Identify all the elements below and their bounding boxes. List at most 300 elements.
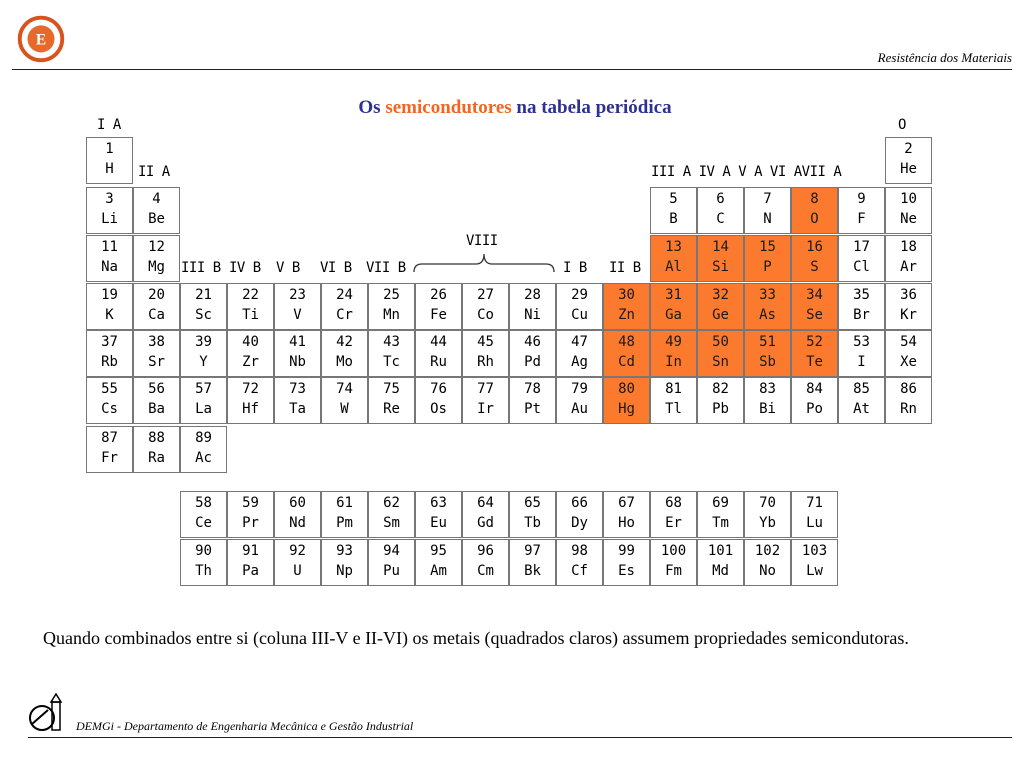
atomic-number: 28	[524, 287, 541, 303]
atomic-number: 100	[660, 543, 687, 559]
element-symbol: Eu	[430, 515, 447, 531]
element-symbol: Lw	[806, 563, 823, 579]
element-symbol: Es	[618, 563, 635, 579]
atomic-number: 94	[383, 543, 400, 559]
element-symbol: Pt	[524, 401, 541, 417]
atomic-number: 83	[759, 381, 776, 397]
element-cell-cl	[838, 235, 885, 282]
element-cell-hg	[603, 377, 650, 424]
element-symbol: Bi	[759, 401, 776, 417]
atomic-number: 98	[571, 543, 588, 559]
element-cell-ni	[509, 283, 556, 330]
atomic-number: 68	[665, 495, 682, 511]
element-symbol: Pr	[242, 515, 259, 531]
atomic-number: 67	[618, 495, 635, 511]
element-cell-b	[650, 187, 697, 234]
element-symbol: Re	[383, 401, 400, 417]
atomic-number: 32	[712, 287, 729, 303]
element-cell-s	[791, 235, 838, 282]
element-cell-be	[133, 187, 180, 234]
element-symbol: P	[763, 259, 772, 275]
atomic-number: 6	[716, 191, 725, 207]
element-symbol: Ra	[148, 450, 165, 466]
element-cell-na	[86, 235, 133, 282]
atomic-number: 92	[289, 543, 306, 559]
atomic-number: 5	[669, 191, 678, 207]
element-symbol: Ta	[289, 401, 306, 417]
element-cell-ne	[885, 187, 932, 234]
atomic-number: 39	[195, 334, 212, 350]
element-cell-tb	[509, 491, 556, 538]
atomic-number: 20	[148, 287, 165, 303]
atomic-number: 77	[477, 381, 494, 397]
element-symbol: Rn	[900, 401, 917, 417]
atomic-number: 72	[242, 381, 259, 397]
atomic-number: 84	[806, 381, 823, 397]
element-symbol: Yb	[759, 515, 776, 531]
element-symbol: Ag	[571, 354, 588, 370]
atomic-number: 33	[759, 287, 776, 303]
atomic-number: 16	[806, 239, 823, 255]
atomic-number: 36	[900, 287, 917, 303]
atomic-number: 66	[571, 495, 588, 511]
element-symbol: Cr	[336, 307, 353, 323]
atomic-number: 15	[759, 239, 776, 255]
element-cell-th	[180, 539, 227, 586]
group-label-VIII: VIII	[466, 233, 498, 249]
atomic-number: 93	[336, 543, 353, 559]
element-symbol: Y	[199, 354, 208, 370]
element-symbol: I	[857, 354, 866, 370]
atomic-number: 37	[101, 334, 118, 350]
element-cell-er	[650, 491, 697, 538]
element-cell-co	[462, 283, 509, 330]
element-symbol: Sn	[712, 354, 729, 370]
element-cell-lw	[791, 539, 838, 586]
atomic-number: 73	[289, 381, 306, 397]
atomic-number: 45	[477, 334, 494, 350]
element-cell-ba	[133, 377, 180, 424]
group-label-IIIB: III B	[181, 260, 221, 276]
element-symbol: Mn	[383, 307, 400, 323]
atomic-number: 9	[857, 191, 866, 207]
element-cell-nd	[274, 491, 321, 538]
element-symbol: Ne	[900, 211, 917, 227]
element-cell-pr	[227, 491, 274, 538]
element-cell-ho	[603, 491, 650, 538]
demgi-logo	[26, 692, 66, 734]
element-symbol: As	[759, 307, 776, 323]
element-symbol: Br	[853, 307, 870, 323]
element-cell-mo	[321, 330, 368, 377]
element-symbol: Kr	[900, 307, 917, 323]
atomic-number: 17	[853, 239, 870, 255]
group-label-IIB: II B	[609, 260, 641, 276]
element-symbol: K	[105, 307, 114, 323]
element-cell-sr	[133, 330, 180, 377]
element-symbol: Ga	[665, 307, 682, 323]
atomic-number: 44	[430, 334, 447, 350]
atomic-number: 19	[101, 287, 118, 303]
element-cell-yb	[744, 491, 791, 538]
element-cell-tm	[697, 491, 744, 538]
element-symbol: Sr	[148, 354, 165, 370]
element-cell-ag	[556, 330, 603, 377]
element-cell-li	[86, 187, 133, 234]
element-symbol: Tc	[383, 354, 400, 370]
element-cell-mg	[133, 235, 180, 282]
element-cell-cu	[556, 283, 603, 330]
element-symbol: Am	[430, 563, 447, 579]
element-cell-gd	[462, 491, 509, 538]
element-cell-cf	[556, 539, 603, 586]
element-symbol: Hg	[618, 401, 635, 417]
element-symbol: Sb	[759, 354, 776, 370]
atomic-number: 24	[336, 287, 353, 303]
atomic-number: 71	[806, 495, 823, 511]
element-symbol: Cf	[571, 563, 588, 579]
element-symbol: Ce	[195, 515, 212, 531]
atomic-number: 48	[618, 334, 635, 350]
atomic-number: 42	[336, 334, 353, 350]
element-symbol: Mo	[336, 354, 353, 370]
element-symbol: Pu	[383, 563, 400, 579]
element-symbol: Ac	[195, 450, 212, 466]
element-cell-te	[791, 330, 838, 377]
element-cell-he	[885, 137, 932, 184]
atomic-number: 46	[524, 334, 541, 350]
atomic-number: 55	[101, 381, 118, 397]
element-symbol: Pb	[712, 401, 729, 417]
element-symbol: Er	[665, 515, 682, 531]
element-cell-es	[603, 539, 650, 586]
title-highlight: semicondutores	[385, 97, 512, 118]
element-symbol: Pm	[336, 515, 353, 531]
atomic-number: 13	[665, 239, 682, 255]
estv-logo	[12, 8, 70, 66]
element-symbol: N	[763, 211, 772, 227]
element-cell-os	[415, 377, 462, 424]
atomic-number: 1	[105, 141, 114, 157]
element-symbol: Dy	[571, 515, 588, 531]
atomic-number: 85	[853, 381, 870, 397]
element-cell-lu	[791, 491, 838, 538]
element-symbol: Rh	[477, 354, 494, 370]
atomic-number: 56	[148, 381, 165, 397]
element-cell-zn	[603, 283, 650, 330]
element-symbol: No	[759, 563, 776, 579]
group-label-IB: I B	[563, 260, 587, 276]
atomic-number: 57	[195, 381, 212, 397]
element-symbol: He	[900, 161, 917, 177]
element-cell-bi	[744, 377, 791, 424]
atomic-number: 95	[430, 543, 447, 559]
element-cell-cr	[321, 283, 368, 330]
atomic-number: 14	[712, 239, 729, 255]
atomic-number: 49	[665, 334, 682, 350]
element-symbol: C	[716, 211, 725, 227]
element-symbol: Ru	[430, 354, 447, 370]
element-symbol: Tb	[524, 515, 541, 531]
atomic-number: 11	[101, 239, 118, 255]
atomic-number: 18	[900, 239, 917, 255]
element-symbol: Mg	[148, 259, 165, 275]
element-cell-at	[838, 377, 885, 424]
element-symbol: Cl	[853, 259, 870, 275]
atomic-number: 4	[152, 191, 161, 207]
element-cell-tc	[368, 330, 415, 377]
atomic-number: 91	[242, 543, 259, 559]
header-divider	[12, 69, 1012, 70]
element-symbol: U	[293, 563, 302, 579]
group-label-VIB: VI B	[320, 260, 352, 276]
element-cell-ge	[697, 283, 744, 330]
element-symbol: Np	[336, 563, 353, 579]
element-symbol: W	[340, 401, 349, 417]
element-symbol: Ar	[900, 259, 917, 275]
course-name: Resistência dos Materiais	[877, 50, 1012, 65]
element-symbol: Cs	[101, 401, 118, 417]
atomic-number: 30	[618, 287, 635, 303]
element-cell-i	[838, 330, 885, 377]
element-cell-hf	[227, 377, 274, 424]
element-cell-fr	[86, 426, 133, 473]
element-symbol: Cm	[477, 563, 494, 579]
atomic-number: 64	[477, 495, 494, 511]
atomic-number: 51	[759, 334, 776, 350]
atomic-number: 26	[430, 287, 447, 303]
element-cell-h	[86, 137, 133, 184]
element-symbol: Tl	[665, 401, 682, 417]
element-symbol: Ir	[477, 401, 494, 417]
element-cell-ti	[227, 283, 274, 330]
slide-title	[0, 97, 1024, 119]
atomic-number: 50	[712, 334, 729, 350]
atomic-number: 60	[289, 495, 306, 511]
element-symbol: Na	[101, 259, 118, 275]
element-symbol: Rb	[101, 354, 118, 370]
element-symbol: Fr	[101, 450, 118, 466]
atomic-number: 62	[383, 495, 400, 511]
atomic-number: 76	[430, 381, 447, 397]
atomic-number: 87	[101, 430, 118, 446]
atomic-number: 25	[383, 287, 400, 303]
element-cell-la	[180, 377, 227, 424]
atomic-number: 53	[853, 334, 870, 350]
atomic-number: 90	[195, 543, 212, 559]
element-cell-xe	[885, 330, 932, 377]
element-cell-sn	[697, 330, 744, 377]
atomic-number: 88	[148, 430, 165, 446]
element-cell-ir	[462, 377, 509, 424]
element-symbol: Zn	[618, 307, 635, 323]
element-symbol: Tm	[712, 515, 729, 531]
element-cell-no	[744, 539, 791, 586]
element-symbol: Ca	[148, 307, 165, 323]
element-cell-rn	[885, 377, 932, 424]
element-cell-si	[697, 235, 744, 282]
element-cell-pd	[509, 330, 556, 377]
element-symbol: Pd	[524, 354, 541, 370]
element-cell-ac	[180, 426, 227, 473]
element-cell-pb	[697, 377, 744, 424]
element-cell-nb	[274, 330, 321, 377]
atomic-number: 58	[195, 495, 212, 511]
atomic-number: 96	[477, 543, 494, 559]
element-symbol: Se	[806, 307, 823, 323]
explanation-text: Quando combinados entre si (coluna III-V e II-VI) os metais (quadrados claros) assumem propriedades semicondutoras.	[43, 628, 909, 648]
atomic-number: 79	[571, 381, 588, 397]
atomic-number: 69	[712, 495, 729, 511]
element-symbol: Te	[806, 354, 823, 370]
element-symbol: Al	[665, 259, 682, 275]
atomic-number: 89	[195, 430, 212, 446]
element-symbol: Au	[571, 401, 588, 417]
atomic-number: 8	[810, 191, 819, 207]
atomic-number: 99	[618, 543, 635, 559]
footer-department: DEMGi - Departamento de Engenharia Mecânica e Gestão Industrial	[76, 719, 414, 733]
element-cell-c	[697, 187, 744, 234]
element-symbol: Gd	[477, 515, 494, 531]
atomic-number: 86	[900, 381, 917, 397]
atomic-number: 2	[904, 141, 913, 157]
element-symbol: La	[195, 401, 212, 417]
element-symbol: Fm	[665, 563, 682, 579]
element-symbol: O	[810, 211, 819, 227]
element-cell-sc	[180, 283, 227, 330]
element-cell-y	[180, 330, 227, 377]
element-symbol: Xe	[900, 354, 917, 370]
atomic-number: 41	[289, 334, 306, 350]
element-cell-pm	[321, 491, 368, 538]
element-cell-sb	[744, 330, 791, 377]
element-cell-ca	[133, 283, 180, 330]
element-cell-cs	[86, 377, 133, 424]
atomic-number: 63	[430, 495, 447, 511]
atomic-number: 81	[665, 381, 682, 397]
element-symbol: Lu	[806, 515, 823, 531]
svg-text:E: E	[35, 31, 47, 49]
element-cell-ru	[415, 330, 462, 377]
element-cell-sm	[368, 491, 415, 538]
atomic-number: 21	[195, 287, 212, 303]
element-cell-mn	[368, 283, 415, 330]
element-cell-re	[368, 377, 415, 424]
atomic-number: 102	[754, 543, 781, 559]
element-symbol: Li	[101, 211, 118, 227]
atomic-number: 29	[571, 287, 588, 303]
element-symbol: S	[810, 259, 819, 275]
atomic-number: 10	[900, 191, 917, 207]
atomic-number: 7	[763, 191, 772, 207]
element-symbol: Cd	[618, 354, 635, 370]
atomic-number: 34	[806, 287, 823, 303]
group-label-IA: I A	[97, 117, 121, 133]
atomic-number: 74	[336, 381, 353, 397]
element-cell-in	[650, 330, 697, 377]
element-cell-ga	[650, 283, 697, 330]
atomic-number: 43	[383, 334, 400, 350]
title-part-1: Os	[358, 97, 386, 118]
element-cell-dy	[556, 491, 603, 538]
atomic-number: 61	[336, 495, 353, 511]
element-symbol: B	[669, 211, 678, 227]
element-cell-fm	[650, 539, 697, 586]
atomic-number: 52	[806, 334, 823, 350]
atomic-number: 97	[524, 543, 541, 559]
element-cell-ra	[133, 426, 180, 473]
atomic-number: 78	[524, 381, 541, 397]
group-label-IIA: II A	[138, 164, 170, 180]
element-symbol: Md	[712, 563, 729, 579]
element-cell-zr	[227, 330, 274, 377]
element-cell-am	[415, 539, 462, 586]
atomic-number: 22	[242, 287, 259, 303]
element-symbol: At	[853, 401, 870, 417]
group-VIII-brace	[410, 248, 558, 276]
atomic-number: 27	[477, 287, 494, 303]
atomic-number: 65	[524, 495, 541, 511]
element-cell-as	[744, 283, 791, 330]
group-label-IVB: IV B	[229, 260, 261, 276]
element-symbol: Pa	[242, 563, 259, 579]
element-symbol: In	[665, 354, 682, 370]
atomic-number: 80	[618, 381, 635, 397]
element-cell-tl	[650, 377, 697, 424]
atomic-number: 75	[383, 381, 400, 397]
element-symbol: Os	[430, 401, 447, 417]
element-cell-w	[321, 377, 368, 424]
atomic-number: 35	[853, 287, 870, 303]
element-cell-br	[838, 283, 885, 330]
element-cell-rh	[462, 330, 509, 377]
element-cell-bk	[509, 539, 556, 586]
element-symbol: Ni	[524, 307, 541, 323]
element-cell-pt	[509, 377, 556, 424]
footer-divider	[28, 737, 1012, 738]
group-label-O: O	[898, 117, 906, 133]
element-cell-po	[791, 377, 838, 424]
element-cell-f	[838, 187, 885, 234]
element-cell-k	[86, 283, 133, 330]
element-cell-rb	[86, 330, 133, 377]
element-symbol: Ge	[712, 307, 729, 323]
group-label-IIIA-VIIA: III A IV A V A VI AVII A	[651, 164, 842, 180]
element-cell-o	[791, 187, 838, 234]
element-cell-ta	[274, 377, 321, 424]
atomic-number: 70	[759, 495, 776, 511]
element-cell-pa	[227, 539, 274, 586]
element-cell-ce	[180, 491, 227, 538]
element-symbol: Si	[712, 259, 729, 275]
atomic-number: 12	[148, 239, 165, 255]
atomic-number: 47	[571, 334, 588, 350]
atomic-number: 40	[242, 334, 259, 350]
element-symbol: Be	[148, 211, 165, 227]
title-part-2: na tabela periódica	[511, 97, 672, 118]
element-cell-p	[744, 235, 791, 282]
element-cell-cd	[603, 330, 650, 377]
element-symbol: F	[857, 211, 866, 227]
element-symbol: Po	[806, 401, 823, 417]
atomic-number: 54	[900, 334, 917, 350]
element-symbol: Sm	[383, 515, 400, 531]
element-cell-cm	[462, 539, 509, 586]
element-cell-n	[744, 187, 791, 234]
element-symbol: Sc	[195, 307, 212, 323]
element-symbol: V	[293, 307, 302, 323]
group-label-VIIB: VII B	[366, 260, 406, 276]
